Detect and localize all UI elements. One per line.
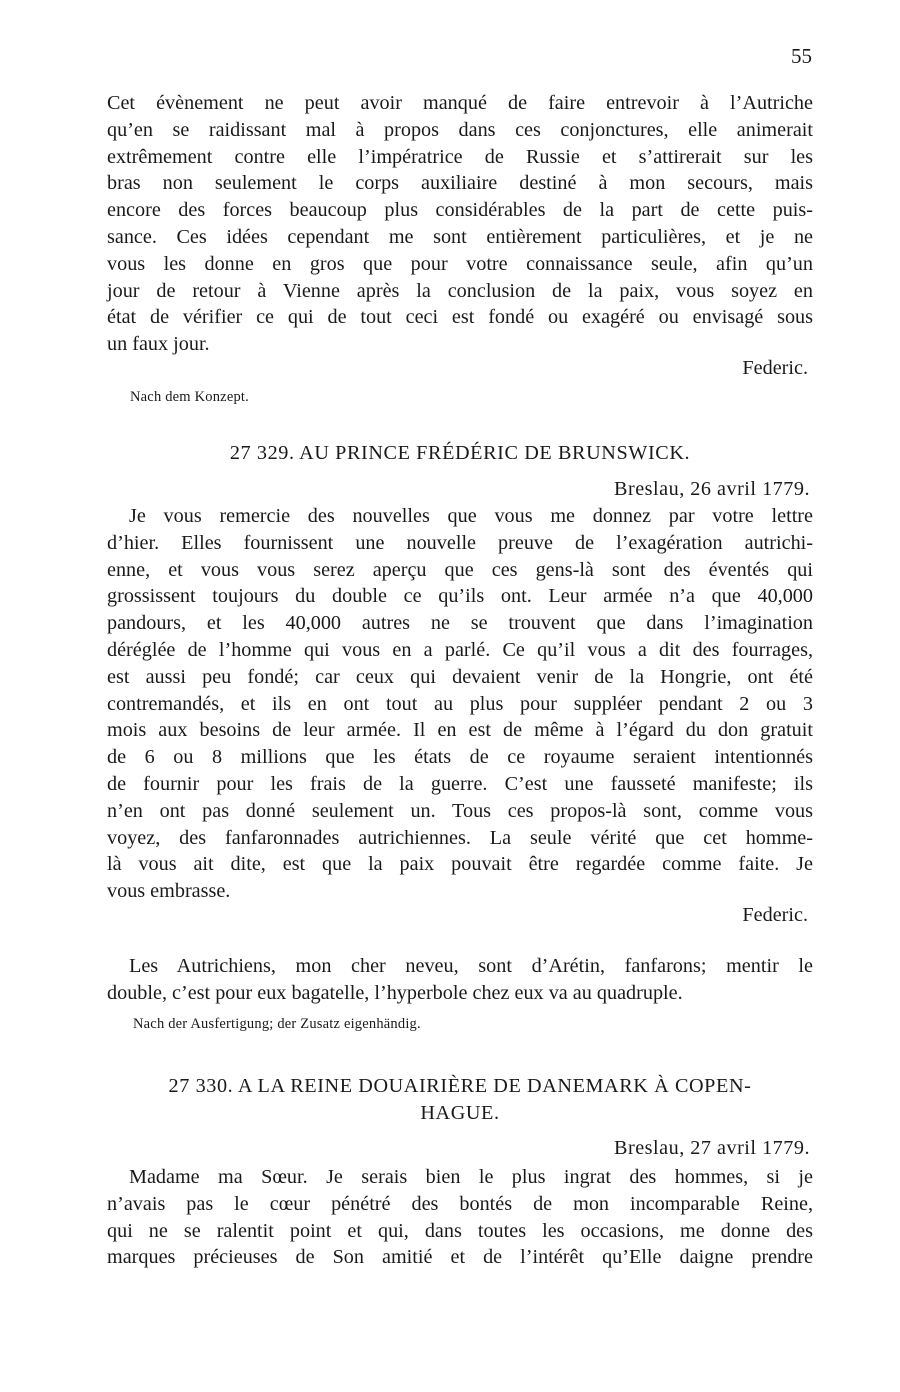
text-line: pandours, et les 40,000 autres ne se trouvent que dans l’imagination — [107, 612, 813, 635]
text-line: vous embrasse. — [107, 880, 231, 903]
text-line: de 6 ou 8 millions que les états de ce royaume seraient intentionnés — [107, 746, 813, 769]
text-line: contremandés, et ils en ont tout au plus pour suppléer pendant 2 ou 3 — [107, 692, 813, 715]
postscript — [107, 953, 813, 1007]
text-line: un faux jour. — [107, 333, 210, 356]
text-line: qu’en se raidissant mal à propos dans ces conjonctures, elle animerait — [107, 118, 813, 141]
text-line: encore des forces beaucoup plus considérables de la part de cette puis- — [107, 199, 813, 222]
letter-heading-line: 27 330. A LA REINE DOUAIRIÈRE DE DANEMARK À COPEN- — [168, 1075, 752, 1097]
text-line: état de vérifier ce qui de tout ceci est fondé ou exagéré ou envisagé sous — [107, 306, 813, 329]
letter-heading-line: HAGUE. — [420, 1101, 500, 1124]
letter-dateline: Breslau, 27 avril 1779. — [614, 1137, 810, 1159]
text-line: bras non seulement le corps auxiliaire destiné à mon secours, mais — [107, 172, 813, 195]
letter-heading — [107, 1073, 813, 1127]
text-line: Cet évènement ne peut avoir manqué de faire entrevoir à l’Autriche — [107, 92, 813, 114]
text-line: est aussi peu fondé; car ceux qui devaient venir de la Hongrie, ont été — [107, 665, 813, 688]
text-line: de fournir pour les frais de la guerre. C’est une fausseté manifeste; ils — [107, 772, 813, 795]
paragraph-continuation — [107, 90, 813, 358]
text-line: extrêmement contre elle l’impératrice de Russie et s’attirerait sur les — [107, 145, 813, 168]
text-line: grossissent toujours du double ce qu’ils ont. Leur armée n’a que 40,000 — [107, 585, 813, 608]
signature-federic: Federic. — [742, 904, 808, 926]
text-line: enne, et vous vous serez aperçu que ces gens-là sont des éventés qui — [107, 558, 813, 581]
text-line: n’avais pas le cœur pénétré des bontés de mon incomparable Reine, — [107, 1192, 813, 1215]
text-line: double, c’est pour eux bagatelle, l’hyperbole chez eux va au quadruple. — [107, 981, 683, 1004]
text-line: Madame ma Sœur. Je serais bien le plus ingrat des hommes, si je — [129, 1166, 813, 1188]
text-line: mois aux besoins de leur armée. Il en est de même à l’égard du don gratuit — [107, 719, 813, 742]
text-line: qui ne se ralentit point et qui, dans toutes les occasions, me donne des — [107, 1219, 813, 1242]
text-line: d’hier. Elles fournissent une nouvelle preuve de l’exagération autrichi- — [107, 531, 813, 554]
page-number: 55 — [791, 44, 812, 68]
source-note: Nach der Ausfertigung; der Zusatz eigenhändig. — [133, 1016, 421, 1032]
text-line: vous les donne en gros que pour votre connaissance seule, afin qu’un — [107, 252, 813, 275]
source-note: Nach dem Konzept. — [130, 389, 249, 405]
text-line: Les Autrichiens, mon cher neveu, sont d’Arétin, fanfarons; mentir le — [129, 955, 813, 977]
text-line: là vous ait dite, est que la paix pouvait être regardée comme faite. Je — [107, 853, 813, 876]
text-line: sance. Ces idées cependant me sont entièrement particulières, et je ne — [107, 225, 813, 248]
text-line: Je vous remercie des nouvelles que vous me donnez par votre lettre — [129, 505, 813, 527]
text-line: déréglée de l’homme qui vous en a parlé. Ce qu’il vous a dit des fourrages, — [107, 638, 813, 661]
text-line: jour de retour à Vienne après la conclusion de la paix, vous soyez en — [107, 279, 813, 302]
text-line: n’en ont pas donné seulement un. Tous ces propos-là sont, comme vous — [107, 799, 813, 822]
letter-dateline: Breslau, 26 avril 1779. — [614, 478, 810, 500]
signature-federic: Federic. — [742, 357, 808, 379]
letter-body — [107, 503, 813, 905]
text-line: marques précieuses de Son amitié et de l’intérêt qu’Elle daigne prendre — [107, 1246, 813, 1269]
letter-body — [107, 1164, 813, 1271]
letter-heading: 27 329. AU PRINCE FRÉDÉRIC DE BRUNSWICK. — [229, 442, 691, 464]
text-line: voyez, des fanfaronnades autrichiennes. La seule vérité que cet homme- — [107, 826, 813, 849]
